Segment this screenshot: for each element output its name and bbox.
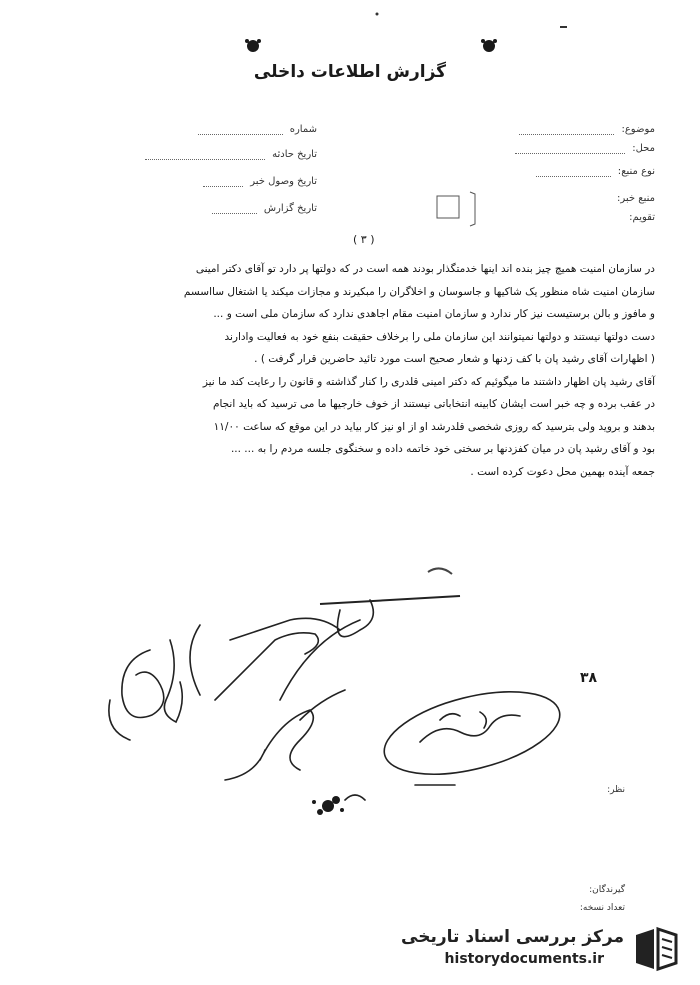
- number-label: شماره: [289, 124, 317, 135]
- note-label: نظر: [610, 785, 625, 795]
- ink-blot: [312, 796, 344, 815]
- page-marker: ( ۳ ): [353, 233, 375, 246]
- receipt-date-label: تاریخ وصول خبر: [250, 176, 317, 187]
- handwriting-left: [109, 625, 200, 740]
- location-label: محل: [635, 143, 655, 154]
- copy-count-field: تعداد نسخه:: [579, 903, 625, 913]
- body-line: ( اظهارات آقای رشید پان با کف زدنها و شعار صحیح است مورد تائید حاضرین قرار گرفت ) .: [254, 353, 655, 365]
- body-line: و مافوز و بالن برستیست نیز کار ندارد و سازمان امنیت مقام اجاهدی ندارد که سازمان ملی است و ...: [213, 308, 655, 320]
- distribution-field: گیرندگان:: [589, 885, 625, 895]
- body-line: بود و آقای رشید پان در میان کفزدنها بر سختی خود خاتمه داده و سخنگوی جلسه مردم را به ... ...: [230, 443, 655, 455]
- subject-field: موضوع:: [519, 124, 655, 135]
- handwriting-diagonal: [215, 600, 373, 780]
- distribution-label: گیرندگان: [592, 885, 625, 895]
- evaluation-field: تقویم:: [629, 212, 655, 223]
- watermark-title: مرکز بررسی اسناد تاریخی: [401, 927, 624, 947]
- body-line: سازمان امنیت شاه منظور یک شاکیها و جاسوسان و اخلاگران را مبکیرند و مجازات میکند یا اشتغال سااسسم: [183, 285, 655, 298]
- body-line: بدهند و بروید ولی بترسید که روزی شخصی قلدرشد او از او نیز کار بیاید در این موقع که ساعت ۱۱/۰۰: [213, 420, 655, 433]
- report-date-label: تاریخ گزارش: [263, 203, 317, 214]
- watermark-url: historydocuments.ir: [444, 951, 604, 967]
- source-grade-label: منبع خبر: [620, 193, 655, 204]
- note-field: نظر:: [607, 785, 625, 795]
- side-number: ۳۸: [580, 670, 598, 686]
- body-line: دست دولتها نیستند و دولتها نمیتوانند این سازمان ملی را برخلاف حقیقت بنفع خود به فعالیت وادارند: [224, 330, 655, 343]
- body-line: در سازمان امنیت همیچ چیز بنده اند اینها خدمتگذار بودند همه است در که دولتها پر دارد تو آقای دکتر امینی: [195, 263, 655, 275]
- archive-logo-icon: [630, 925, 682, 975]
- evaluation-label: تقویم: [632, 212, 655, 223]
- event-date-label: تاریخ حادثه: [272, 149, 317, 160]
- copy-count-label: تعداد نسخه: [582, 903, 625, 913]
- watermark: [401, 923, 682, 978]
- oval-stamp: [376, 676, 568, 789]
- report-title: گزارش اطلاعات داخلی: [253, 62, 447, 82]
- body-line: جمعه آینده بهمین محل دعوت کرده است .: [470, 465, 655, 478]
- source-grade-field: منبع خبر:: [617, 193, 655, 204]
- source-type-label: نوع منبع: [621, 166, 655, 177]
- location-field: محل:: [515, 143, 655, 154]
- source-type-field: نوع منبع:: [536, 166, 655, 177]
- body-line: در عقب برده و چه خبر است ایشان کابینه انتخاباتی نیستند از خوف خارجیها ما می ترسید که باید انجام: [212, 398, 655, 410]
- body-line: آقای رشید پان اظهار داشتند ما میگوئیم که دکتر امینی قلدری را کنار گذاشته و قانون را رعایت کند ما نیز: [202, 375, 655, 388]
- subject-label: موضوع: [624, 124, 655, 135]
